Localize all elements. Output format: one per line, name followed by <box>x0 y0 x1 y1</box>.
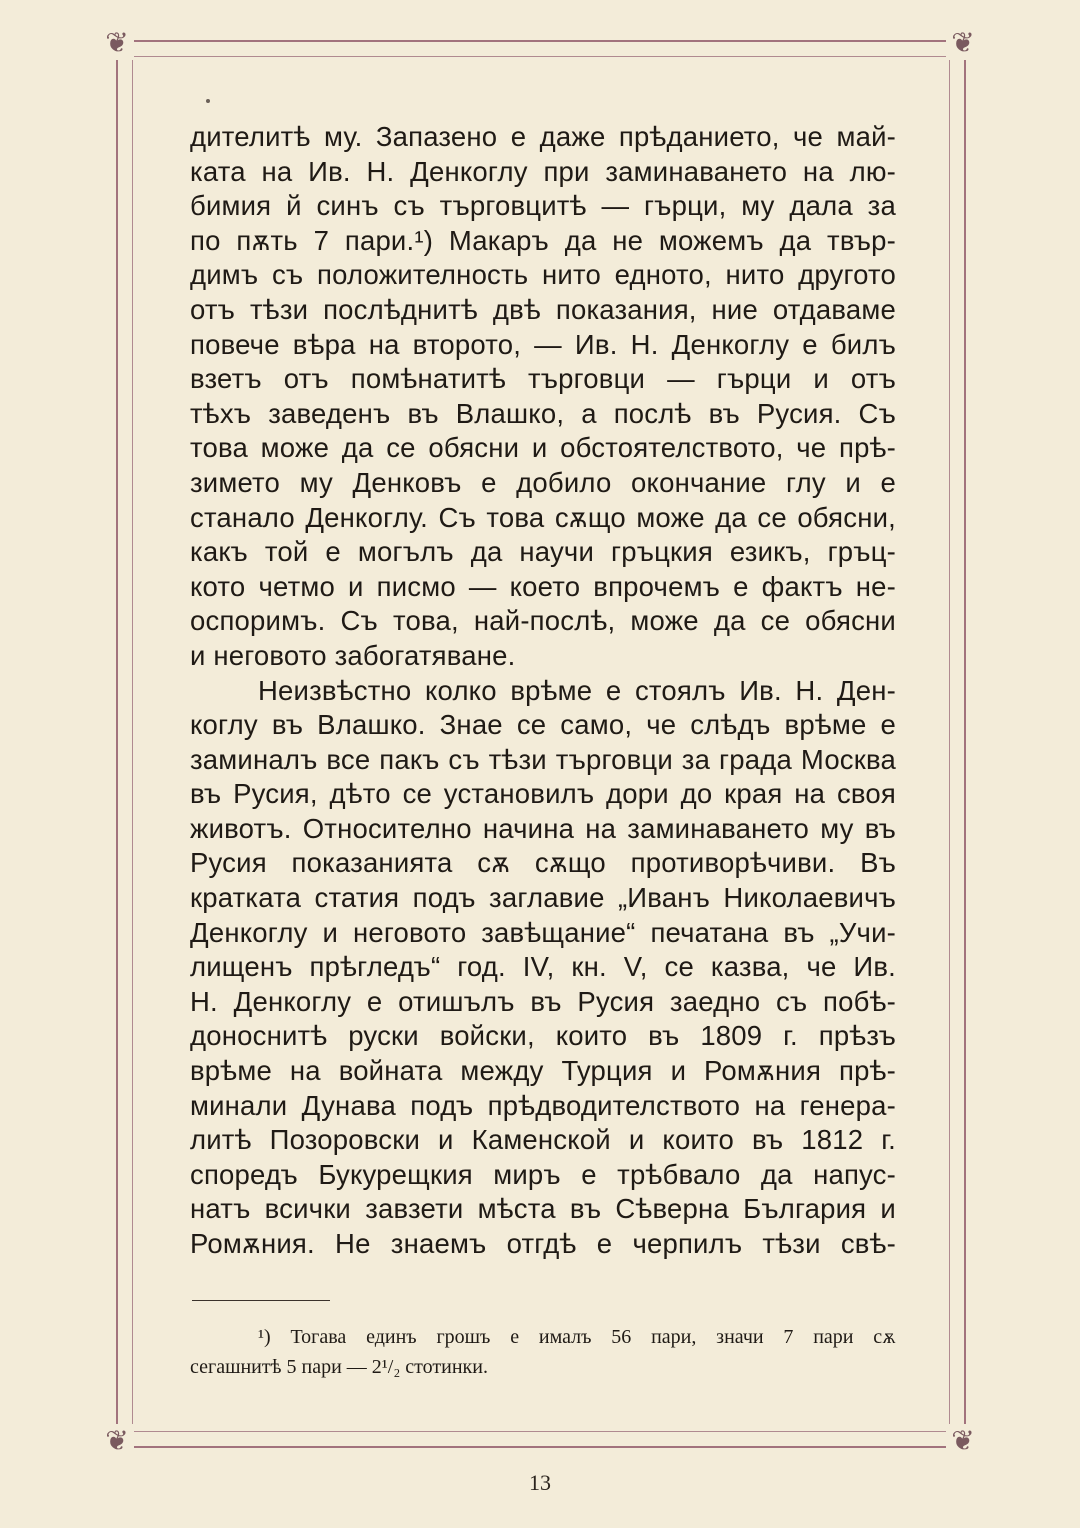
text-line: Ромѫния. Не знаемъ отгдѣ е черпилъ тѣзи свѣ- <box>190 1228 896 1259</box>
text-line: Н. Денкоглу е отишълъ въ Русия заедно съ побѣ- <box>190 985 896 1017</box>
text-line: врѣме на войната между Турция и Ромѫния прѣ- <box>190 1055 896 1087</box>
text-line: тѣхъ заведенъ въ Влашко, а послѣ въ Русия. Съ <box>190 397 896 429</box>
text-line: бимия й синъ съ търговцитѣ — гърци, му дала за <box>190 190 896 222</box>
text-line: натъ всички завзети мѣста въ Сѣверна България и <box>190 1193 896 1225</box>
text-line-paragraph-start: Неизвѣстно колко врѣме е стоялъ Ив. Н. Ден- <box>258 674 896 706</box>
text-line: животъ. Относително начина на заминаването му въ <box>190 812 896 844</box>
page-number: 13 <box>529 1470 551 1495</box>
corner-ornament-top-left-icon: ❦ <box>100 26 134 60</box>
text-line: Русия показанията сѫ сѫщо противорѣчиви. Въ <box>190 847 896 879</box>
text-line: димъ съ положителность нито едното, нито другото <box>190 259 896 291</box>
text-line: станало Денкоглу. Съ това сѫщо може да се обясни, <box>190 501 896 533</box>
text-line: оспоримъ. Съ това, най-послѣ, може да се обясни <box>190 605 896 637</box>
text-line: дителитѣ му. Запазено е даже прѣданието, че май- <box>190 121 896 152</box>
text-line: зимето му Денковъ е добило окончание глу и е <box>190 466 896 498</box>
footnote <box>190 1322 896 1382</box>
footnote-divider <box>192 1300 330 1301</box>
text-line: отъ тѣзи послѣднитѣ двѣ показания, ние отдаваме <box>190 293 896 325</box>
corner-ornament-bottom-right-icon: ❦ <box>946 1424 980 1458</box>
text-line: коглу въ Влашко. Знае се само, че слѣдъ врѣме е <box>190 709 896 741</box>
corner-ornament-top-right-icon: ❦ <box>946 26 980 60</box>
footnote-line: сегашнитѣ 5 пари — 2¹/₂ стотинки. <box>190 1356 488 1378</box>
text-line: въ Русия, дѣто се установилъ дори до края на своя <box>190 778 896 810</box>
text-line: Денкоглу и неговото завѣщание“ печатана въ „Учи- <box>190 916 896 948</box>
text-line: повече вѣра на второто, — Ив. Н. Денкоглу е билъ <box>190 328 896 360</box>
ink-dot <box>206 99 210 103</box>
text-line: ката на Ив. Н. Денкоглу при заминаването на лю- <box>190 155 896 187</box>
text-line: това може да се обясни и обстоятелството, че прѣ- <box>190 432 896 464</box>
text-line: заминалъ все пакъ съ тѣзи търговци за града Москва <box>190 743 896 775</box>
text-line: и неговото забогатяване. <box>190 639 516 671</box>
text-line: кото четмо и писмо — което впрочемъ е фактъ не- <box>190 570 896 602</box>
main-text <box>190 120 896 1262</box>
text-line: минали Дунава подъ прѣдводителството на генера- <box>190 1089 896 1121</box>
text-line: кратката статия подъ заглавие „Иванъ Николаевичъ <box>190 882 896 914</box>
text-line: по пѫть 7 пари.¹) Макаръ да не можемъ да твър- <box>190 224 896 256</box>
text-line: литѣ Позоровски и Каменской и които въ 1812 г. <box>190 1124 896 1156</box>
text-line: споредъ Букурещкия миръ е трѣбвало да напус- <box>190 1158 896 1190</box>
corner-ornament-bottom-left-icon: ❦ <box>100 1424 134 1458</box>
footnote-line: ¹) Тогава единъ грошъ е ималъ 56 пари, значи 7 пари сѫ <box>258 1326 896 1348</box>
text-line: какъ той е могълъ да научи гръцкия езикъ, гръц- <box>190 536 896 568</box>
text-line: лищенъ прѣгледъ“ год. IV, кн. V, се казва, че Ив. <box>190 951 896 983</box>
text-line: взетъ отъ помѣнатитѣ търговци — гърци и отъ <box>190 363 896 395</box>
text-line: доноснитѣ руски войски, които въ 1809 г. прѣзъ <box>190 1020 896 1052</box>
